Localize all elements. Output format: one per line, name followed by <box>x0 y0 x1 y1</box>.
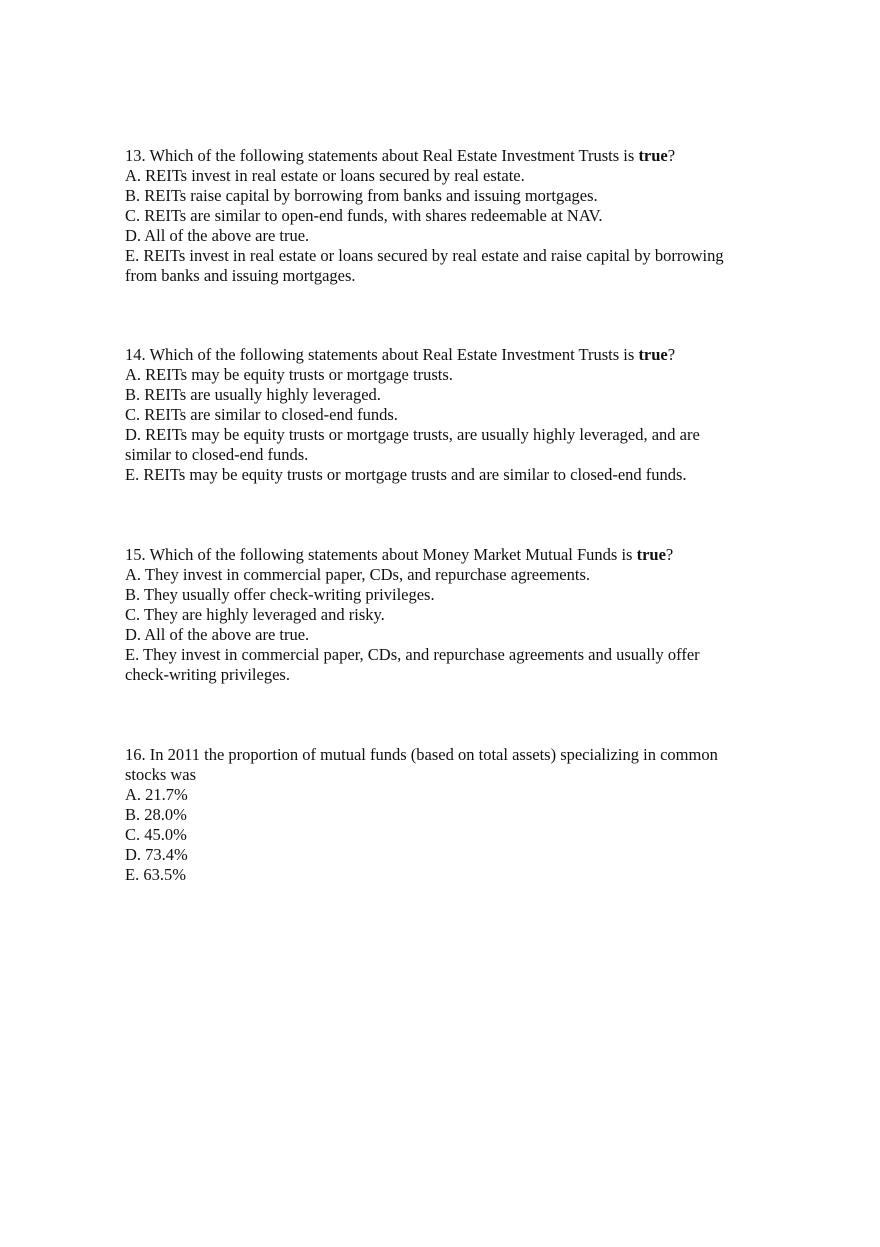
stem-emphasis: true <box>638 345 668 364</box>
answer-line: from banks and issuing mortgages. <box>125 266 356 285</box>
answer-line: A. They invest in commercial paper, CDs, and repurchase agreements. <box>125 565 590 584</box>
answer-line: B. REITs raise capital by borrowing from banks and issuing mortgages. <box>125 186 598 205</box>
question-15 <box>125 545 805 685</box>
answer-line: C. REITs are similar to open-end funds, with shares redeemable at NAV. <box>125 206 603 225</box>
answer-line: A. REITs invest in real estate or loans secured by real estate. <box>125 166 525 185</box>
answer-line: C. 45.0% <box>125 825 187 844</box>
answer-line: E. 63.5% <box>125 865 186 884</box>
answer-line: C. They are highly leveraged and risky. <box>125 605 385 624</box>
stem-end: ? <box>667 345 676 364</box>
stem-text: 14. Which of the following statements about Real Estate Investment Trusts is <box>125 345 639 364</box>
answer-line: D. All of the above are true. <box>125 625 310 644</box>
question-stem <box>125 345 805 365</box>
question-14 <box>125 345 805 485</box>
answer-line: D. 73.4% <box>125 845 188 864</box>
stem-text: 15. Which of the following statements about Money Market Mutual Funds is <box>125 545 637 564</box>
question-stem <box>125 146 805 166</box>
answer-line: E. They invest in commercial paper, CDs, and repurchase agreements and usually offer <box>125 645 700 664</box>
answer-line: E. REITs may be equity trusts or mortgage trusts and are similar to closed-end funds. <box>125 465 687 484</box>
stem-text: 13. Which of the following statements about Real Estate Investment Trusts is <box>125 146 639 165</box>
question-stem <box>125 745 805 765</box>
answer-line: E. REITs invest in real estate or loans secured by real estate and raise capital by borrowing <box>125 246 724 265</box>
stem-emphasis: true <box>638 146 668 165</box>
answer-line: B. 28.0% <box>125 805 187 824</box>
stem-emphasis: true <box>636 545 666 564</box>
answer-line: D. REITs may be equity trusts or mortgage trusts, are usually highly leveraged, and are <box>125 425 700 444</box>
answer-line: check-writing privileges. <box>125 665 290 684</box>
answer-line: C. REITs are similar to closed-end funds. <box>125 405 398 424</box>
answer-line: B. REITs are usually highly leveraged. <box>125 385 381 404</box>
stem-end: ? <box>665 545 674 564</box>
question-13 <box>125 146 805 286</box>
stem-end: ? <box>667 146 676 165</box>
answer-line: A. 21.7% <box>125 785 188 804</box>
answer-line: similar to closed-end funds. <box>125 445 309 464</box>
answer-line: A. REITs may be equity trusts or mortgage trusts. <box>125 365 453 384</box>
answer-line: B. They usually offer check-writing privileges. <box>125 585 435 604</box>
answer-line: D. All of the above are true. <box>125 226 310 245</box>
question-16 <box>125 745 805 885</box>
question-stem <box>125 545 805 565</box>
answer-line: stocks was <box>125 765 197 784</box>
stem-text: 16. In 2011 the proportion of mutual funds (based on total assets) specializing in common <box>125 745 718 764</box>
